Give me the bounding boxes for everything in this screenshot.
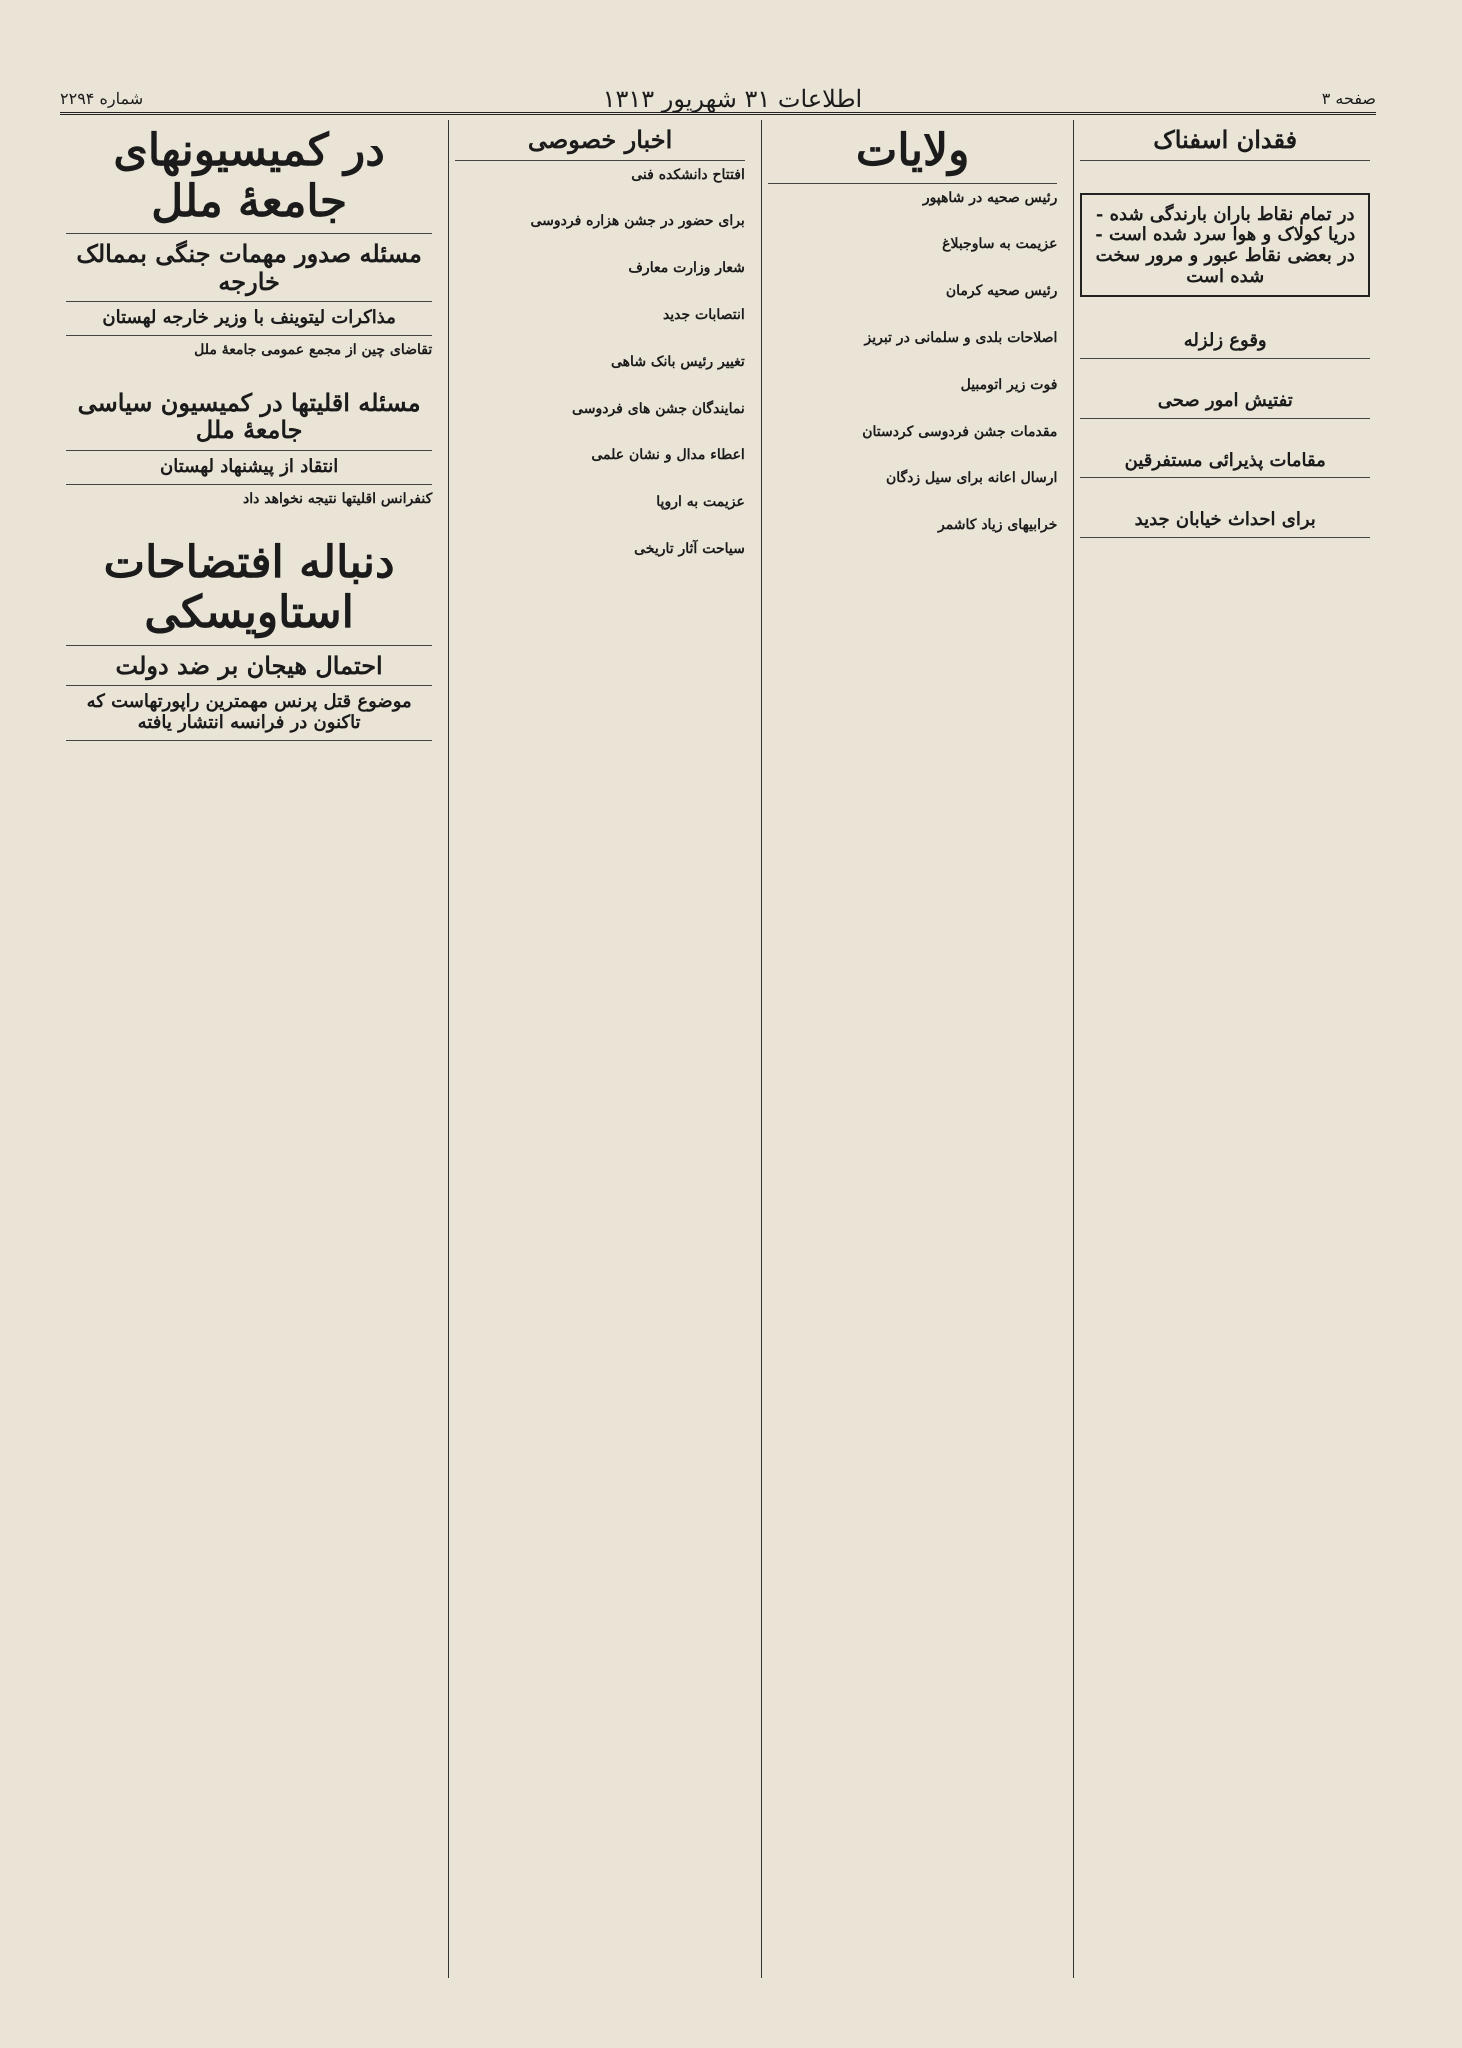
headline: انتقاد از پیشنهاد لهستان — [160, 456, 339, 478]
article-text — [768, 491, 1058, 509]
article-body — [455, 281, 745, 299]
subheading: سیاحت آثار تاریخی — [634, 540, 745, 557]
article-body — [768, 491, 1058, 509]
article-body — [1080, 167, 1370, 185]
masthead — [60, 86, 1376, 115]
article-text — [768, 351, 1058, 369]
article-body — [768, 538, 1058, 556]
article-body — [455, 515, 745, 533]
article-body — [768, 444, 1058, 462]
subheading: برای حضور در جشن هزاره فردوسی — [530, 213, 745, 230]
article-body — [66, 512, 432, 530]
divider — [66, 484, 432, 485]
article-body — [768, 351, 1058, 369]
divider — [768, 183, 1058, 184]
article-text — [768, 398, 1058, 416]
subheading: عزیمت به ساوجبلاغ — [942, 236, 1058, 253]
subheading: افتتاح دانشکده فنی — [631, 166, 745, 183]
article-text — [768, 304, 1058, 322]
article-text — [1080, 425, 1370, 443]
article-text — [455, 468, 745, 486]
subheading: اعطاء مدال و نشان علمی — [591, 447, 745, 464]
subheading: نمایندگان جشن های فردوسی — [572, 400, 745, 417]
article-body — [66, 747, 432, 765]
divider — [1080, 537, 1370, 538]
article-body — [455, 234, 745, 252]
column-2 — [761, 120, 1064, 1978]
article-text — [1080, 484, 1370, 502]
subheading: مقدمات جشن فردوسی کردستان — [862, 423, 1058, 440]
article-text — [1080, 305, 1370, 323]
headline: موضوع قتل پرنس مهمترین راپورتهاست که تاکنون در فرانسه انتشار یافته — [86, 691, 412, 733]
divider — [455, 160, 745, 161]
article-body — [768, 210, 1058, 228]
divider — [1080, 477, 1370, 478]
article-text — [455, 281, 745, 299]
headline: اخبار خصوصی — [527, 125, 673, 154]
divider — [66, 301, 432, 302]
headline: برای احداث خیابان جدید — [1134, 509, 1316, 531]
page-number: صفحه ۳ — [1321, 89, 1376, 108]
article-text — [66, 363, 432, 381]
subheading: اصلاحات بلدی و سلمانی در تبریز — [864, 329, 1058, 346]
subheading: شعار وزارت معارف — [628, 260, 745, 277]
subheading: رئیس صحیه کرمان — [945, 283, 1058, 300]
subheading: تقاضای چین از مجمع عمومی جامعهٔ ملل — [194, 342, 433, 359]
article-body — [455, 187, 745, 205]
divider — [66, 450, 432, 451]
article-body — [1080, 544, 1370, 562]
article-text — [455, 375, 745, 393]
headline: تفتیش امور صحی — [1157, 390, 1293, 412]
divider — [1080, 358, 1370, 359]
article-text — [1080, 365, 1370, 383]
article-text — [1080, 167, 1370, 185]
subheading: کنفرانس اقلیتها نتیجه نخواهد داد — [243, 490, 433, 507]
headline: ولایات — [855, 125, 970, 176]
headline: در کمیسیونهای جامعهٔ ملل — [113, 125, 385, 227]
divider — [1080, 160, 1370, 161]
article-text — [455, 421, 745, 439]
article-text — [66, 747, 432, 765]
article-body — [768, 398, 1058, 416]
divider — [66, 233, 432, 234]
article-text — [455, 515, 745, 533]
issue-number: شماره ۲۲۹۴ — [60, 89, 144, 108]
article-body — [455, 421, 745, 439]
headline: احتمال هیجان بر ضد دولت — [115, 650, 383, 680]
article-text — [455, 187, 745, 205]
article-body — [66, 363, 432, 381]
headline: در تمام نقاط باران بارندگی شده - دریا کولاک و هوا سرد شده است - در بعضی نقاط عبور و مرور سخت شده است — [1095, 203, 1356, 287]
headline: دنباله افتضاحات استاویسکی — [103, 536, 395, 639]
subheading: عزیمت به اروپا — [656, 494, 745, 511]
article-body — [768, 304, 1058, 322]
headline: مقامات پذیرائی مستفرقین — [1124, 449, 1326, 471]
column-1 — [1073, 120, 1376, 1978]
subheading: خرابیهای زیاد کاشمر — [937, 517, 1058, 534]
divider — [66, 685, 432, 686]
headline: فقدان اسفناک — [1153, 125, 1298, 154]
headline: مسئله صدور مهمات جنگی بممالک خارجه — [76, 239, 422, 296]
divider — [66, 645, 432, 646]
divider — [1080, 418, 1370, 419]
article-body — [1080, 365, 1370, 383]
article-body — [1080, 484, 1370, 502]
subheading: فوت زیر اتومبیل — [960, 376, 1058, 393]
article-text — [768, 538, 1058, 556]
article-text — [768, 210, 1058, 228]
subheading: رئیس صحیه در شاهپور — [922, 189, 1058, 206]
article-body — [455, 468, 745, 486]
article-body — [1080, 425, 1370, 443]
divider — [66, 740, 432, 741]
columns — [60, 120, 1376, 1978]
article-body — [455, 562, 745, 580]
masthead-title: اطلاعات ۳۱ شهریور ۱۳۱۳ — [602, 85, 863, 113]
article-text — [768, 257, 1058, 275]
article-text — [455, 328, 745, 346]
article-body — [455, 375, 745, 393]
article-body — [768, 257, 1058, 275]
article-text — [455, 562, 745, 580]
headline: وقوع زلزله — [1183, 330, 1267, 352]
headline: مذاکرات لیتوینف با وزیر خارجه لهستان — [102, 307, 396, 329]
boxed-headline — [1080, 193, 1370, 298]
article-text — [1080, 544, 1370, 562]
column-3 — [448, 120, 751, 1978]
subheading: انتصابات جدید — [662, 306, 745, 323]
article-body — [1080, 305, 1370, 323]
divider — [66, 335, 432, 336]
subheading: تغییر رئیس بانک شاهی — [611, 353, 745, 370]
headline: مسئله اقلیتها در کمیسیون سیاسی جامعهٔ ملل — [77, 387, 421, 445]
article-text — [455, 234, 745, 252]
article-text — [768, 444, 1058, 462]
column-4 — [60, 120, 438, 1978]
article-text — [66, 512, 432, 530]
article-body — [455, 328, 745, 346]
subheading: ارسال اعانه برای سیل زدگان — [885, 470, 1058, 487]
